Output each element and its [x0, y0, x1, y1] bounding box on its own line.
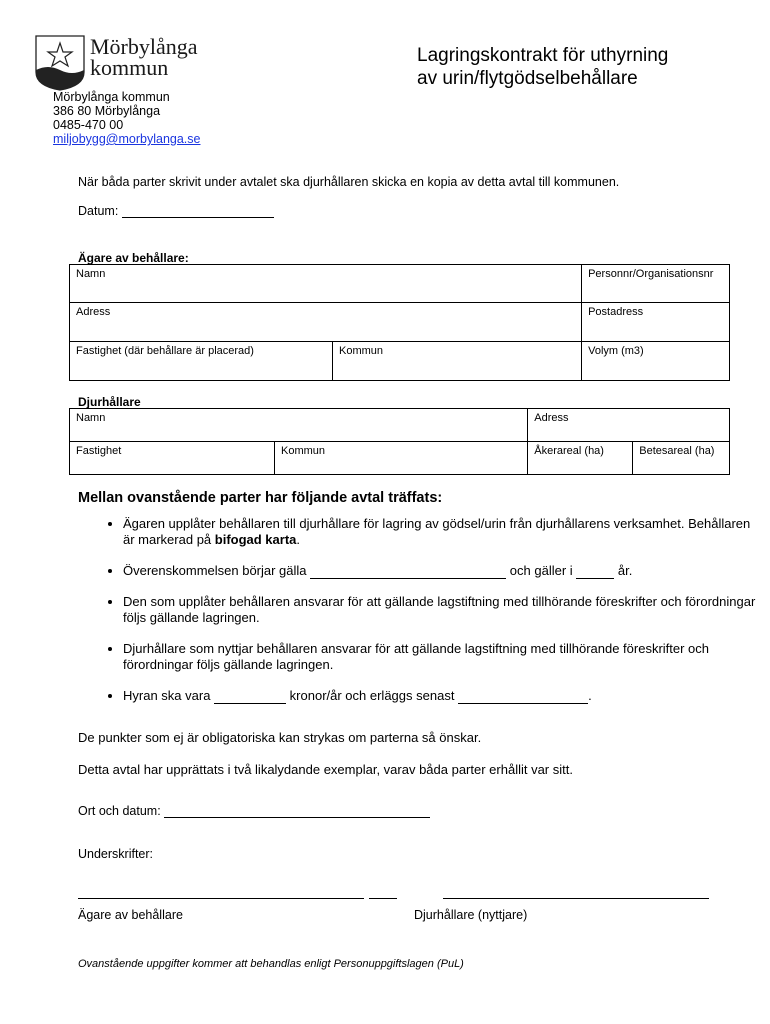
sender-address [53, 90, 200, 146]
intro-text: När båda parter skrivit under avtalet ska djurhållaren skicka en kopia av detta avtal till kommunen. [78, 175, 620, 189]
place-date-field [78, 804, 430, 818]
datum-field [78, 204, 274, 218]
owner-signature-label: Ägare av behållare [78, 908, 183, 922]
owner-postaddress-cell[interactable] [582, 303, 730, 342]
email-link[interactable]: miljobygg@morbylanga.se [53, 132, 201, 146]
term-item [123, 688, 763, 704]
term-bold-text: bifogad karta [214, 532, 297, 547]
keeper-signature-line[interactable] [443, 898, 709, 899]
logo-text-line1: Mörbylånga [90, 34, 198, 59]
owner-personnr-cell[interactable] [582, 265, 730, 303]
address-line: 0485-470 00 [53, 118, 124, 132]
place-date-label: Ort och datum: [78, 804, 161, 818]
rent-amount-line[interactable] [214, 703, 286, 704]
years-line[interactable] [576, 578, 614, 579]
term-text: . [296, 532, 301, 547]
owner-volume-label: Volym (m3) [588, 345, 644, 357]
term-item [123, 563, 763, 579]
owner-address-label: Adress [76, 306, 111, 318]
keeper-signature-label: Djurhållare (nyttjare) [414, 908, 528, 922]
keeper-arable-cell[interactable] [528, 442, 633, 475]
term-item: • Djurhållare som nyttjar behållaren ansvarar för att gällande lagstiftning med tillhörande föreskrifter och förordningar följs gällande lagringen. [123, 641, 763, 673]
owner-name-cell[interactable] [70, 265, 582, 303]
start-date-line[interactable] [310, 578, 506, 579]
term-text: kronor/år och erläggs senast [289, 688, 455, 703]
owner-volume-cell[interactable] [582, 342, 730, 381]
agreement-heading: Mellan ovanstående parter har följande avtal träffats: [78, 490, 443, 506]
owner-signature-line[interactable] [78, 898, 364, 899]
keeper-property-cell[interactable] [70, 442, 275, 475]
owner-personnr-label: Personnr/Organisationsnr [588, 268, 714, 280]
datum-input-line[interactable] [122, 217, 274, 218]
owner-property-label: Fastighet (där behållare är placerad) [76, 345, 254, 357]
keeper-address-label: Adress [534, 412, 569, 424]
owner-name-label: Namn [76, 268, 106, 280]
term-item: • Den som upplåter behållaren ansvarar för att gällande lagstiftning med tillhörande föreskrifter och förordningar följs gällande lagringen. [123, 594, 763, 626]
logo-text-line2: kommun [90, 55, 169, 80]
keeper-name-cell[interactable] [70, 409, 528, 442]
privacy-footer: Ovanstående uppgifter kommer att behandlas enligt Personuppgiftslagen (PuL) [78, 958, 464, 970]
owner-municipality-cell[interactable] [333, 342, 582, 381]
term-text: Hyran ska vara [123, 688, 211, 703]
address-line: Mörbylånga kommun [53, 90, 170, 104]
term-text: och gäller i [509, 563, 573, 578]
title-line1: Lagringskontrakt för uthyrning [417, 45, 669, 66]
keeper-municipality-cell[interactable] [275, 442, 528, 475]
optional-note: De punkter som ej är obligatoriska kan strykas om parterna så önskar. [78, 730, 482, 745]
copies-note: Detta avtal har upprättats i två likalydande exemplar, varav båda parter erhållit var sitt. [78, 762, 573, 777]
term-item [123, 516, 763, 548]
keeper-heading: Djurhållare [78, 395, 141, 409]
owner-table [69, 264, 730, 381]
logo-text [90, 36, 198, 78]
address-line: 386 80 Mörbylånga [53, 104, 161, 118]
term-text: år. [617, 563, 633, 578]
keeper-arable-label: Åkerareal (ha) [534, 445, 604, 457]
keeper-municipality-label: Kommun [281, 445, 326, 457]
keeper-pasture-cell[interactable] [633, 442, 730, 475]
keeper-name-label: Namn [76, 412, 106, 424]
term-text: Ägaren upplåter behållaren till djurhållare för lagring av gödsel/urin från djurhållarens verksamhet. Behållaren är markerad på [123, 516, 751, 547]
keeper-address-cell[interactable] [528, 409, 730, 442]
terms-list [78, 516, 763, 719]
payment-date-line[interactable] [458, 703, 588, 704]
owner-postaddress-label: Postadress [588, 306, 644, 318]
owner-signature-line-extra[interactable] [369, 898, 397, 899]
owner-municipality-label: Kommun [339, 345, 384, 357]
title-line2: av urin/flytgödselbehållare [417, 68, 638, 89]
term-text: Överenskommelsen börjar gälla [123, 563, 307, 578]
term-text: . [588, 688, 592, 703]
keeper-table [69, 408, 730, 475]
owner-address-cell[interactable] [70, 303, 582, 342]
owner-heading: Ägare av behållare: [78, 251, 189, 265]
owner-property-cell[interactable] [70, 342, 333, 381]
keeper-property-label: Fastighet [76, 445, 122, 457]
signatures-label: Underskrifter: [78, 847, 154, 861]
datum-label: Datum: [78, 204, 119, 218]
place-date-line[interactable] [164, 817, 430, 818]
keeper-pasture-label: Betesareal (ha) [639, 445, 715, 457]
document-title [417, 44, 668, 90]
